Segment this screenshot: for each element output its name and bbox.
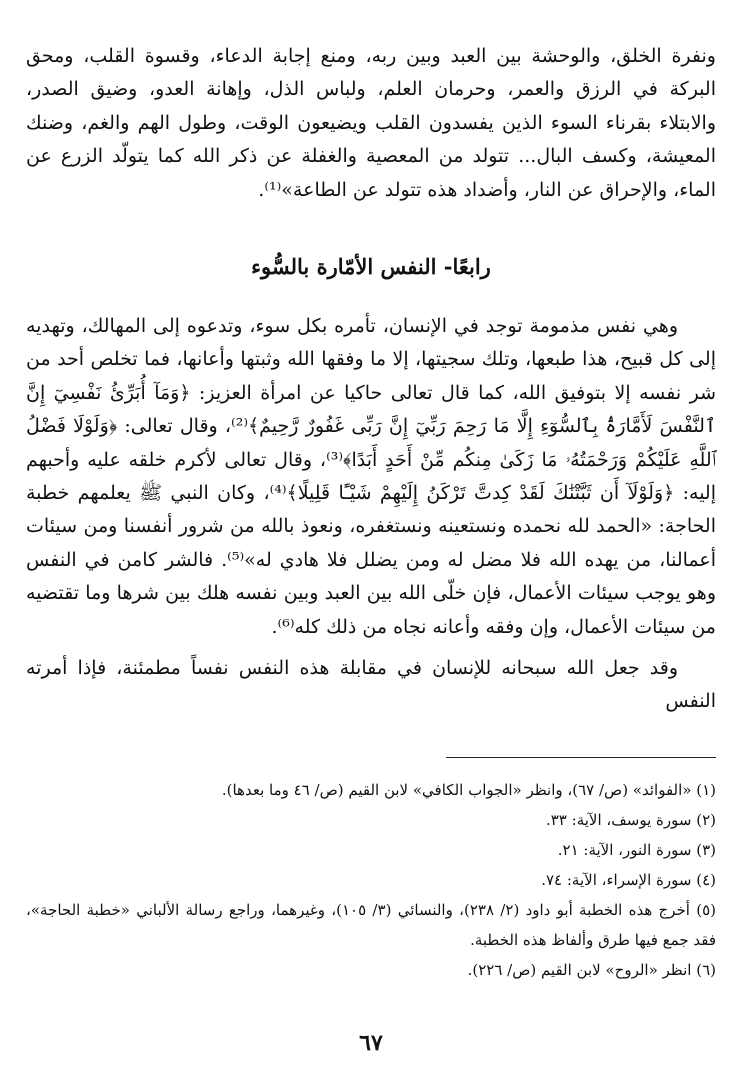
section-paragraph-2: وقد جعل الله سبحانه للإنسان في مقابلة هذه النفس نفساً مطمئنة، فإذا أمرته النفس — [26, 657, 716, 713]
footnotes — [26, 775, 716, 985]
footnote-divider — [446, 757, 716, 758]
footnote-1: (١) «الفوائد» (ص/ ٦٧)، وانظر «الجواب الكافي» لابن القيم (ص/ ٤٦ وما بعدها). — [221, 781, 716, 799]
footnote-3: (٣) سورة النور، الآية: ٢١. — [557, 841, 716, 859]
footnote-5: (٥) أخرج هذه الخطبة أبو داود (٢/ ٢٣٨)، والنسائي (٣/ ١٠٥)، وغيرهما، وراجع رسالة الألباني «خطبة الحاجة»، فقد جمع فيها طرق وألفاظ هذه الخطبة. — [26, 901, 717, 949]
footnote-2: (٢) سورة يوسف، الآية: ٣٣. — [545, 811, 716, 829]
section-paragraph-1: وهي نفس مذمومة توجد في الإنسان، تأمره بكل سوء، وتدعوه إلى المهالك، وتهديه إلى كل قبيح، هذا طبعها، وتلك سجيتها، إلا ما وفقها الله وثبتها وأعانها، فما تخلص أحد من شر نفسه إلا بتوفيق الله، كما قال تعالى حاكيا عن امرأة العزيز: ﴿وَمَآ أُبَرِّئُ نَفْسِيٓ إِنَّ ٱلنَّفْسَ لَأَمَّارَةُۢ بِٱلسُّوٓءِ إِلَّا مَا رَحِمَ رَبِّيٓ إِنَّ رَبِّى غَفُورٌ رَّحِيمٌ﴾⁽²⁾، وقال تعالى: ﴿وَلَوْلَا فَضْلُ ٱللَّهِ عَلَيْكُمْ وَرَحْمَتُهُۥ مَا زَكَىٰ مِنكُم مِّنْ أَحَدٍ أَبَدًا﴾⁽³⁾، وقال تعالى لأكرم خلقه عليه وأحبهم إليه: ﴿وَلَوْلَآ أَن ثَبَّتْنَٰكَ لَقَدْ كِدتَّ تَرْكَنُ إِلَيْهِمْ شَيْـًٔا قَلِيلًا﴾⁽⁴⁾، وكان النبي ﷺ يعلمهم خطبة الحاجة: «الحمد لله نحمده ونستعينه ونستغفره، ونعوذ بالله من شرور أنفسنا ومن سيئات أعمالنا، من يهده الله فلا مضل له ومن يضلل فلا هادي له»⁽⁵⁾. فالشر كامن في النفس وهو يوجب سيئات الأعمال، فإن خلّى الله بين العبد وبين نفسه هلك بين شرها وما تقتضيه من سيئات الأعمال، وإن وفقه وأعانه نجاه من ذلك كله⁽⁶⁾. — [26, 315, 716, 638]
section-body — [26, 310, 716, 719]
footnote-4: (٤) سورة الإسراء، الآية: ٧٤. — [541, 871, 716, 889]
footnote-6: (٦) انظر «الروح» لابن القيم (ص/ ٢٢٦). — [467, 961, 716, 979]
section-heading: رابعًا- النفس الأمّارة بالسُّوء — [251, 254, 491, 279]
page-number: ٦٧ — [359, 1030, 383, 1056]
top-paragraph-block — [26, 40, 716, 207]
paragraph-continuation: ونفرة الخلق، والوحشة بين العبد وبين ربه، ومنع إجابة الدعاء، وقسوة القلب، ومحق البركة في الرزق والعمر، وحرمان العلم، ولباس الذل، وإهانة العدو، وضيق الصدر، والابتلاء بقرناء السوء الذين يفسدون القلب ويضيعون الوقت، وطول الهم والغم، وضنك المعيشة، وكسف البال... تتولد من المعصية والغفلة عن ذكر الله كما يتولّد الزرع عن الماء، والإحراق عن النار، وأضداد هذه تتولد عن الطاعة»⁽¹⁾. — [26, 45, 716, 201]
